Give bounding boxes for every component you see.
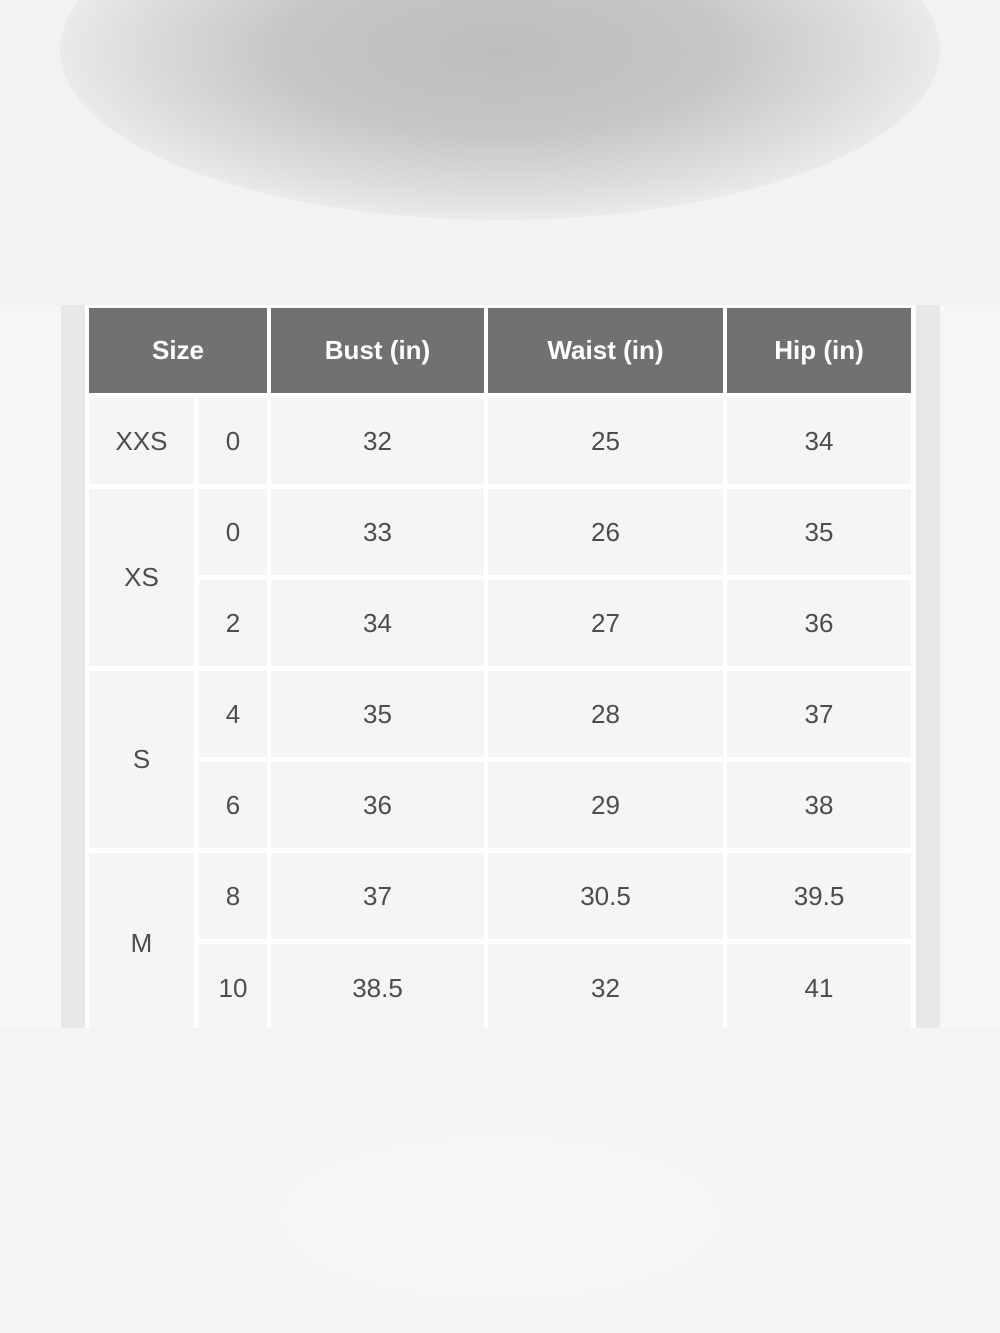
size-letter-xs: XS: [89, 489, 194, 666]
header-waist: Waist (in): [488, 308, 723, 393]
blurred-photo-top: [0, 0, 1000, 305]
bust-cell: 37: [271, 853, 484, 939]
hip-cell: 39.5: [727, 853, 911, 939]
header-size: Size: [89, 308, 267, 393]
hip-cell: 37: [727, 671, 911, 757]
bust-cell: 32: [271, 398, 484, 484]
hip-cell: 41: [727, 944, 911, 1033]
size-letter-m: M: [89, 853, 194, 1033]
waist-cell: 25: [488, 398, 723, 484]
bust-cell: 36: [271, 762, 484, 848]
blurred-photo-bottom: [0, 1028, 1000, 1333]
header-hip: Hip (in): [727, 308, 911, 393]
waist-cell: 26: [488, 489, 723, 575]
size-chart-frame: [61, 305, 940, 1028]
size-letter-s: S: [89, 671, 194, 848]
hip-cell: 36: [727, 580, 911, 666]
size-number-cell: 0: [199, 398, 267, 484]
size-number-cell: 2: [199, 580, 267, 666]
waist-cell: 32: [488, 944, 723, 1033]
size-number-cell: 10: [199, 944, 267, 1033]
bust-cell: 35: [271, 671, 484, 757]
hip-cell: 38: [727, 762, 911, 848]
waist-cell: 28: [488, 671, 723, 757]
size-letter-xxs: XXS: [89, 398, 194, 484]
waist-cell: 30.5: [488, 853, 723, 939]
bust-cell: 34: [271, 580, 484, 666]
size-number-cell: 0: [199, 489, 267, 575]
hip-cell: 34: [727, 398, 911, 484]
size-number-cell: 4: [199, 671, 267, 757]
size-number-cell: 6: [199, 762, 267, 848]
header-bust: Bust (in): [271, 308, 484, 393]
size-number-cell: 8: [199, 853, 267, 939]
waist-cell: 27: [488, 580, 723, 666]
waist-cell: 29: [488, 762, 723, 848]
bust-cell: 38.5: [271, 944, 484, 1033]
bust-cell: 33: [271, 489, 484, 575]
hip-cell: 35: [727, 489, 911, 575]
size-chart-table: [85, 305, 916, 1028]
